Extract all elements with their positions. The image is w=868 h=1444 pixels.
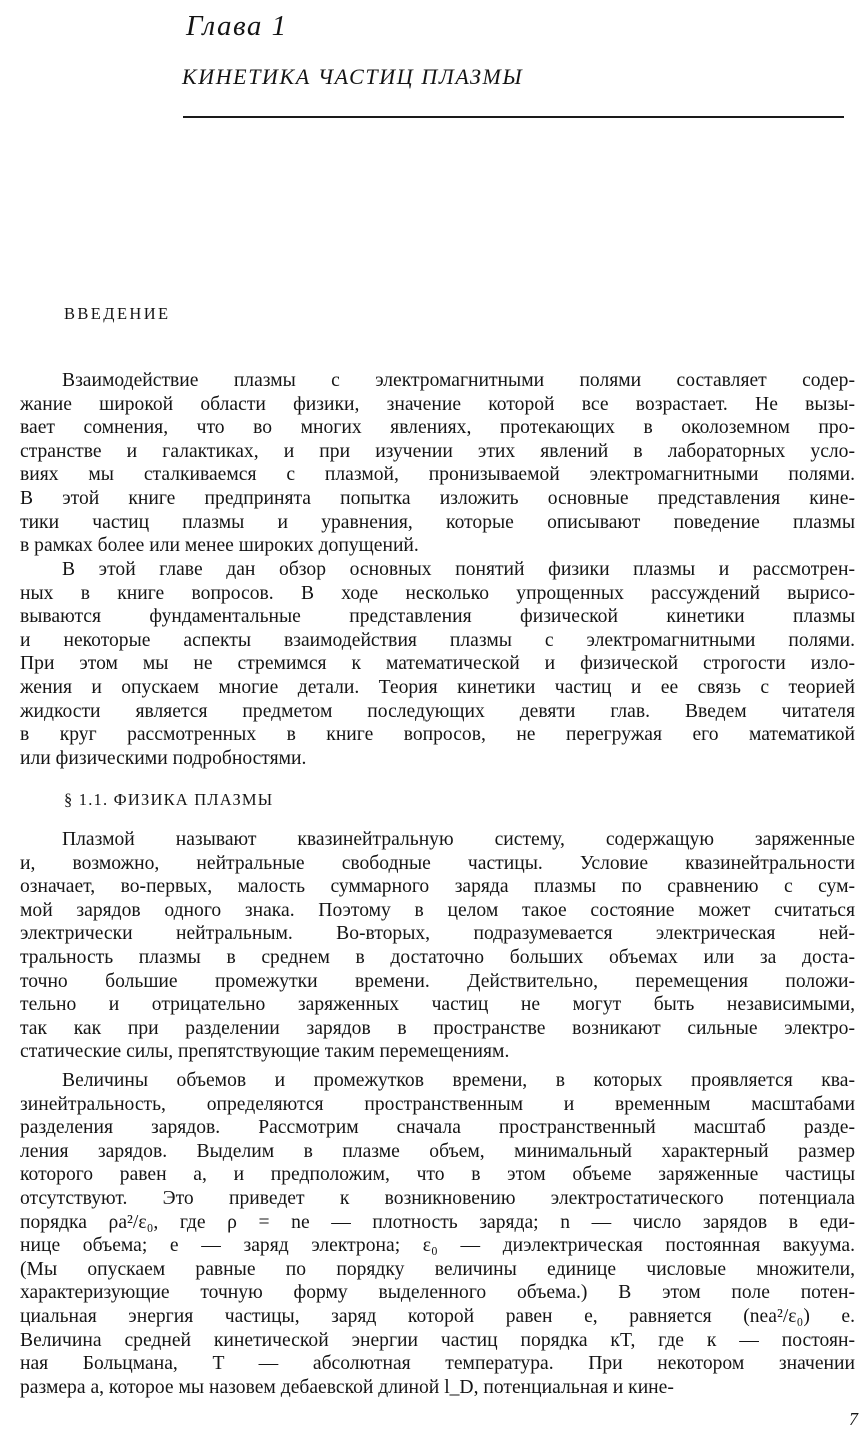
text-line: жание широкой области физики, значение которой все возрастает. Не вызы- xyxy=(20,393,855,415)
page-number: 7 xyxy=(849,1409,858,1429)
text-line: В этой главе дан обзор основных понятий физики плазмы и рассмотрен- xyxy=(62,559,855,580)
text-line: При этом мы не стремимся к математической и физической строгости изло- xyxy=(20,653,855,675)
chapter-title: КИНЕТИКА ЧАСТИЦ ПЛАЗМЫ xyxy=(182,64,524,89)
text-line: ления зарядов. Выделим в плазме объем, минимальный характерный размер xyxy=(20,1140,855,1162)
text-line: означает, во-первых, малость суммарного заряда плазмы по сравнению с сум- xyxy=(20,876,855,898)
text-line: виях мы сталкиваемся с плазмой, пронизываемой электромагнитными полями. xyxy=(20,464,855,486)
text-line: (Мы опускаем равные по порядку величины единице числовые множители, xyxy=(20,1258,855,1280)
text-line: Величины объемов и промежутков времени, в которых проявляется ква- xyxy=(62,1070,855,1091)
text-line: зинейтральность, определяются пространственным и временным масштабами xyxy=(20,1093,855,1115)
text-line: ная Больцмана, T — абсолютная температура. При некотором значении xyxy=(20,1353,855,1375)
text-line: в круг рассмотренных в книге вопросов, не перегружая его математикой xyxy=(20,724,855,746)
section-paragraph-1 xyxy=(20,828,855,1064)
text-line: тральность плазмы в среднем в достаточно больших объемах или за доста- xyxy=(20,946,855,968)
text-line: Величина средней кинетической энергии частиц порядка кT, где к — постоян- xyxy=(20,1329,855,1351)
text-line: отсутствуют. Это приведет к возникновению электростатического потенциала xyxy=(20,1187,855,1209)
text-line: странстве и галактиках, и при изучении этих явлений в лабораторных усло- xyxy=(20,440,855,462)
text-line: электрически нейтральным. Во-вторых, подразумевается электрическая ней- xyxy=(20,923,855,945)
text-line: разделения зарядов. Рассмотрим сначала пространственный масштаб разде- xyxy=(20,1117,855,1139)
text-line: порядка ρa²/ε₀, где ρ = ne — плотность заряда; n — число зарядов в еди- xyxy=(20,1211,855,1233)
text-line: Взаимодействие плазмы с электромагнитными полями составляет содер- xyxy=(62,370,855,391)
text-line: вываются фундаментальные представления физической кинетики плазмы xyxy=(20,606,855,628)
chapter-label: Глава 1 xyxy=(186,10,288,42)
intro-paragraph-1 xyxy=(20,369,855,558)
text-line: циальная энергия частицы, заряд которой равен e, равняется (nea²/ε₀) e. xyxy=(20,1305,855,1327)
text-line: так как при разделении зарядов в пространстве возникают сильные электро- xyxy=(20,1017,855,1039)
text-line: жидкости является предметом последующих девяти глав. Введем читателя xyxy=(20,700,855,722)
intro-heading: ВВЕДЕНИЕ xyxy=(64,304,171,323)
text-line: и некоторые аспекты взаимодействия плазмы с электромагнитными полями. xyxy=(20,629,855,651)
text-line: Плазмой называют квазинейтральную систему, содержащую заряженные xyxy=(62,829,855,850)
text-line: размера a, которое мы назовем дебаевской длиной l_D, потенциальная и кине- xyxy=(20,1376,674,1398)
text-line: которого равен a, и предположим, что в этом объеме заряженные частицы xyxy=(20,1164,855,1186)
text-line: точно большие промежутки времени. Действительно, перемещения положи- xyxy=(20,970,855,992)
text-line: тики частиц плазмы и уравнения, которые описывают поведение плазмы xyxy=(20,511,855,533)
title-rule xyxy=(183,116,844,118)
text-line: ных в книге вопросов. В ходе несколько упрощенных рассуждений вырисо- xyxy=(20,582,855,604)
text-line: в рамках более или менее широких допущений. xyxy=(20,535,419,557)
section-paragraph-2 xyxy=(20,1069,855,1399)
section-heading: § 1.1. ФИЗИКА ПЛАЗМЫ xyxy=(64,790,274,809)
text-line: вает сомнения, что во многих явлениях, протекающих в околоземном про- xyxy=(20,417,855,439)
text-line: мой зарядов одного знака. Поэтому в целом такое состояние может считаться xyxy=(20,899,855,921)
text-line: и, возможно, нейтральные свободные частицы. Условие квазинейтральности xyxy=(20,852,855,874)
text-line: нице объема; e — заряд электрона; ε₀ — диэлектрическая постоянная вакуума. xyxy=(20,1235,855,1257)
text-line: или физическими подробностями. xyxy=(20,747,307,769)
intro-paragraph-2 xyxy=(20,558,855,770)
text-line: характеризующие точную форму выделенного объема.) В этом поле потен- xyxy=(20,1282,855,1304)
text-line: тельно и отрицательно заряженных частиц не могут быть независимыми, xyxy=(20,994,855,1016)
text-line: В этой книге предпринята попытка изложить основные представления кине- xyxy=(20,487,855,509)
text-line: статические силы, препятствующие таким перемещениям. xyxy=(20,1041,510,1063)
text-line: жения и опускаем многие детали. Теория кинетики частиц и ее связь с теорией xyxy=(20,676,855,698)
